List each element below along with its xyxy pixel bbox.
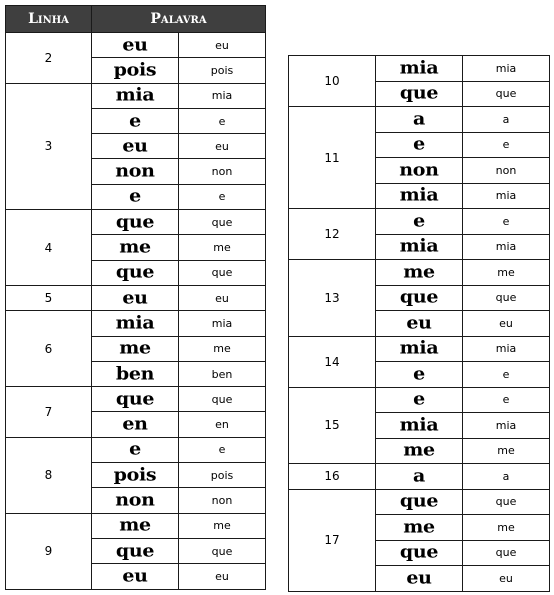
line-number: 2 (6, 33, 92, 84)
gothic-word-text: e (129, 186, 141, 207)
transcription: me (179, 235, 266, 260)
transcription: que (179, 538, 266, 563)
gothic-word (92, 336, 179, 361)
header-word: Palavra (92, 6, 266, 33)
transcription: non (179, 159, 266, 184)
gothic-word-text: me (119, 236, 151, 258)
gothic-word (376, 540, 463, 566)
gothic-word (376, 132, 463, 158)
line-number: 16 (289, 464, 376, 490)
transcription: eu (179, 134, 266, 159)
word-row (289, 336, 550, 362)
word-row (289, 464, 550, 490)
header-row (6, 6, 266, 33)
gothic-word-text: que (399, 542, 439, 563)
gothic-word-text: e (413, 363, 425, 384)
transcription: que (463, 489, 550, 515)
transcription: eu (463, 566, 550, 592)
gothic-word-text: eu (406, 312, 432, 333)
line-number: 4 (6, 210, 92, 286)
gothic-word-text: ben (115, 363, 155, 384)
gothic-word-text: mia (399, 236, 439, 257)
gothic-word-text: pois (113, 464, 157, 485)
gothic-word-text: e (413, 134, 425, 155)
word-row (289, 489, 550, 515)
transcription: mia (463, 56, 550, 82)
line-number: 12 (289, 209, 376, 260)
word-row (6, 285, 266, 310)
gothic-word (92, 184, 179, 209)
gothic-word (92, 235, 179, 260)
gothic-word (92, 33, 179, 58)
transcription: e (179, 184, 266, 209)
gothic-word (92, 437, 179, 462)
transcription: mia (179, 83, 266, 108)
gothic-word (92, 412, 179, 437)
gothic-word (376, 285, 463, 311)
word-row (6, 311, 266, 336)
gothic-word-text: non (115, 489, 155, 511)
transcription: mia (179, 311, 266, 336)
line-number: 3 (6, 83, 92, 209)
gothic-word-text: en (122, 414, 148, 435)
gothic-word-text: que (399, 491, 439, 512)
gothic-word (92, 159, 179, 184)
transcription: mia (463, 234, 550, 260)
gothic-word (376, 209, 463, 235)
gothic-word-text: eu (122, 287, 148, 308)
gothic-word (376, 489, 463, 515)
transcription: non (179, 488, 266, 513)
gothic-word (92, 58, 179, 83)
gothic-word (92, 260, 179, 285)
line-number: 8 (6, 437, 92, 513)
gothic-word-text: eu (406, 567, 432, 588)
gothic-word (376, 107, 463, 133)
transcription: eu (179, 285, 266, 310)
transcription: que (179, 210, 266, 235)
gothic-word-text: que (115, 540, 155, 561)
gothic-word (92, 564, 179, 589)
gothic-word (376, 413, 463, 439)
transcription: me (463, 260, 550, 286)
word-row (6, 513, 266, 538)
gothic-word (376, 566, 463, 592)
gothic-word (376, 515, 463, 541)
word-row (289, 387, 550, 413)
word-row (289, 107, 550, 133)
transcription: e (463, 132, 550, 158)
gothic-word-text: que (115, 388, 155, 409)
word-row (6, 387, 266, 412)
gothic-word (376, 183, 463, 209)
gothic-word (376, 464, 463, 490)
gothic-word-text: que (115, 211, 155, 232)
transcription: pois (179, 463, 266, 488)
gothic-word-text: a (412, 465, 425, 486)
gothic-word (92, 488, 179, 513)
transcription: e (179, 108, 266, 133)
gothic-word-text: que (399, 287, 439, 308)
line-number: 9 (6, 513, 92, 589)
transcription: eu (179, 564, 266, 589)
transcription: a (463, 107, 550, 133)
transcription: non (463, 158, 550, 184)
gothic-word (92, 387, 179, 412)
gothic-word-text: me (119, 338, 151, 359)
gothic-word-text: e (413, 389, 425, 410)
transcription: mia (463, 336, 550, 362)
gothic-word (92, 538, 179, 563)
gothic-word (376, 311, 463, 337)
word-row (289, 209, 550, 235)
gothic-word (376, 260, 463, 286)
transcription: que (463, 540, 550, 566)
gothic-word-text: mia (115, 85, 155, 106)
line-number: 7 (6, 387, 92, 438)
gothic-word (376, 81, 463, 107)
gothic-word (376, 362, 463, 388)
gothic-word-text: que (115, 262, 155, 283)
gothic-word-text: que (399, 83, 439, 104)
gothic-word-text: non (399, 159, 439, 180)
gothic-word (92, 513, 179, 538)
line-number: 14 (289, 336, 376, 387)
gothic-word (92, 83, 179, 108)
gothic-word (376, 234, 463, 260)
transcription: que (463, 81, 550, 107)
transcription: a (463, 464, 550, 490)
gothic-word-text: a (412, 108, 425, 129)
transcription: e (179, 437, 266, 462)
line-number: 11 (289, 107, 376, 209)
gothic-word (92, 463, 179, 488)
transcription: pois (179, 58, 266, 83)
left-word-table (5, 5, 266, 590)
gothic-word (92, 361, 179, 386)
transcription: e (463, 387, 550, 413)
line-number: 5 (6, 285, 92, 310)
line-number: 17 (289, 489, 376, 591)
gothic-word-text: mia (399, 338, 439, 359)
right-word-table (288, 55, 550, 592)
gothic-word-text: eu (122, 34, 148, 55)
gothic-word-text: e (129, 439, 141, 460)
transcription: me (463, 515, 550, 541)
gothic-word-text: mia (399, 57, 439, 78)
word-row (289, 56, 550, 82)
transcription: eu (463, 311, 550, 337)
header-line: Linha (6, 6, 92, 33)
transcription: mia (463, 183, 550, 209)
gothic-word-text: mia (399, 185, 439, 206)
gothic-word-text: e (413, 210, 425, 231)
gothic-word-text: e (129, 110, 141, 131)
line-number: 6 (6, 311, 92, 387)
gothic-word-text: me (119, 515, 151, 536)
gothic-word-text: me (403, 516, 435, 537)
transcription: que (179, 387, 266, 412)
transcription: eu (179, 33, 266, 58)
line-number: 10 (289, 56, 376, 107)
gothic-word (376, 56, 463, 82)
transcription: e (463, 362, 550, 388)
gothic-word-text: me (403, 440, 435, 461)
gothic-word (376, 336, 463, 362)
transcription: me (463, 438, 550, 464)
transcription: me (179, 513, 266, 538)
word-row (289, 260, 550, 286)
word-row (6, 210, 266, 235)
gothic-word (92, 210, 179, 235)
gothic-word (376, 387, 463, 413)
gothic-word-text: mia (399, 414, 439, 435)
transcription: en (179, 412, 266, 437)
word-row (6, 33, 266, 58)
line-number: 13 (289, 260, 376, 337)
transcription: e (463, 209, 550, 235)
transcription: ben (179, 361, 266, 386)
gothic-word (376, 438, 463, 464)
gothic-word-text: eu (122, 135, 148, 156)
line-number: 15 (289, 387, 376, 464)
word-row (6, 83, 266, 108)
gothic-word (92, 285, 179, 310)
gothic-word-text: eu (122, 565, 148, 587)
gothic-word-text: pois (113, 59, 157, 81)
gothic-word (92, 134, 179, 159)
gothic-word (92, 108, 179, 133)
gothic-word-text: me (403, 261, 435, 282)
gothic-word-text: mia (115, 312, 155, 334)
transcription: que (179, 260, 266, 285)
transcription: que (463, 285, 550, 311)
gothic-word (376, 158, 463, 184)
transcription: me (179, 336, 266, 361)
gothic-word (92, 311, 179, 336)
word-row (6, 437, 266, 462)
gothic-word-text: non (115, 161, 155, 182)
transcription: mia (463, 413, 550, 439)
